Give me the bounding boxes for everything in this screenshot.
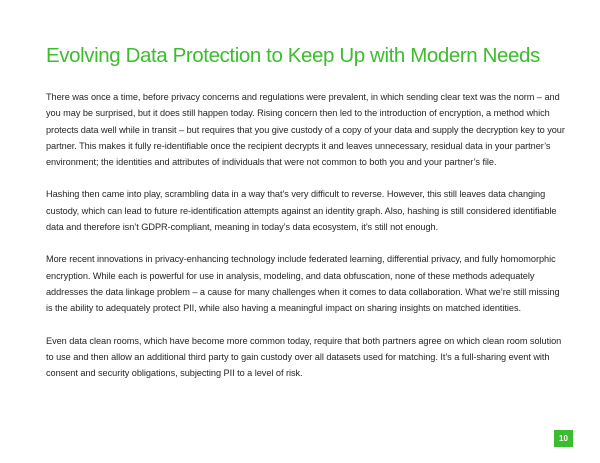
body-text (46, 89, 566, 397)
paragraph-data-clean-rooms: Even data clean rooms, which have become more common today, require that both partners agree on which clean room solution to use and then allow an additional third party to gain custody over all datasets used for matching. It’s a full-sharing event with consent and security obligations, subjecting PII to a level of risk. (46, 335, 562, 379)
page-number-badge: 10 (554, 430, 573, 447)
paragraph-clear-text-encryption: There was once a time, before privacy concerns and regulations were prevalent, in which sending clear text was the norm – and you may be surprised, but it does still happen today. Rising concern then led to the introduction of encryption, a method which protects data well while in transit – but requires that you give custody of a copy of your data and supply the decryption key to your partner. This makes it fully re-identifiable once the recipient decrypts it and leaves unnecessary, residual data in your partner’s environment; the identities and attributes of individuals that were not common to both you and your partner’s file. (46, 92, 565, 168)
page-title: Evolving Data Protection to Keep Up with Modern Needs (46, 44, 540, 67)
paragraph-hashing: Hashing then came into play, scrambling data in a way that’s very difficult to reverse. However, this still leaves data changing custody, which can lead to future re-identification attempts against an identity graph. Also, hashing is still considered identifiable data and therefore isn’t GDPR-compliant, meaning in today’s data ecosystem, it’s still not enough. (46, 189, 557, 233)
paragraph-privacy-enhancing-tech: More recent innovations in privacy-enhancing technology include federated learning, differential privacy, and fully homomorphic encryption. While each is powerful for use in analysis, modeling, and data obfuscation, none of these methods adequately addresses the data linkage problem – a cause for many challenges when it comes to data collaboration. What we’re still missing is the ability to adequately protect PII, while also having a meaningful impact on sharing insights on matched identities. (46, 254, 560, 314)
